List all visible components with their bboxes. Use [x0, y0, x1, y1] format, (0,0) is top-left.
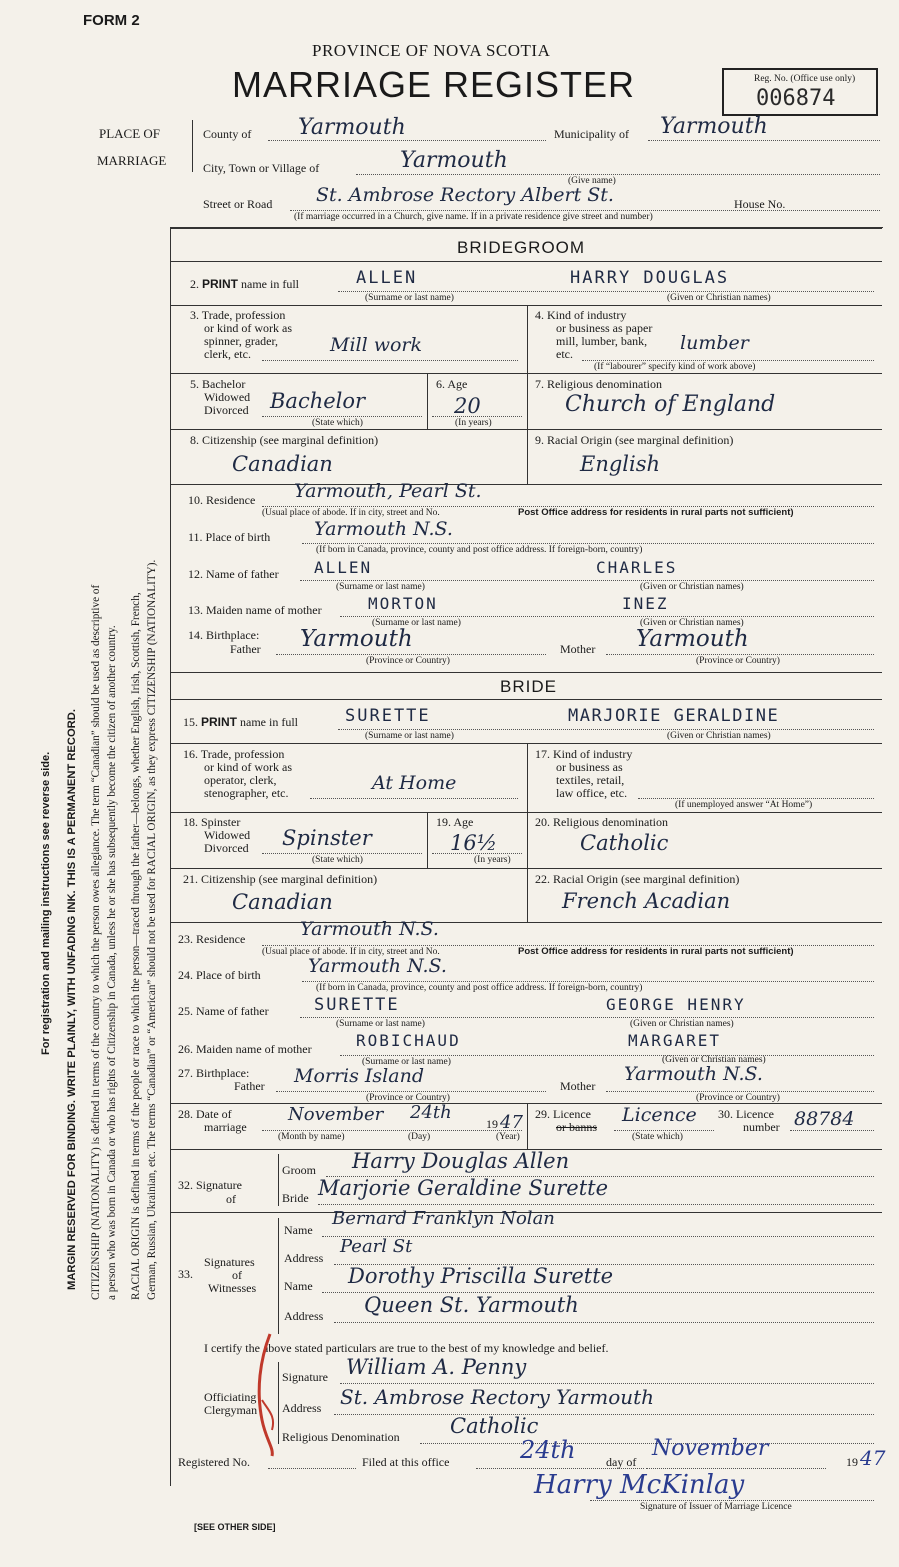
f14-father-label: Father — [230, 642, 261, 656]
f12-label: 12. Name of father — [188, 567, 279, 581]
groom-father-surname-sub: (Surname or last name) — [336, 582, 425, 592]
groom-sig-label: Groom — [282, 1163, 316, 1177]
f29-l1: 29. Licence — [535, 1107, 591, 1121]
f8-label: 8. Citizenship (see marginal definition) — [190, 433, 379, 447]
groom-citizenship: Canadian — [232, 452, 333, 476]
f18-l2: Widowed — [204, 828, 251, 842]
f28-l1: 28. Date of — [178, 1107, 232, 1121]
f18-l3: Divorced — [204, 841, 249, 855]
street-value: St. Ambrose Rectory Albert St. — [316, 184, 614, 206]
day-sub: (Day) — [408, 1132, 431, 1142]
bridegroom-heading: BRIDEGROOM — [457, 238, 586, 257]
bride-mother-surname-sub: (Surname or last name) — [362, 1057, 451, 1067]
house-no-label: House No. — [734, 197, 786, 211]
groom-birthplace: Yarmouth N.S. — [314, 518, 453, 540]
bride-in-years: (In years) — [474, 855, 511, 865]
margin-citizenship-definition: CITIZENSHIP (NATIONALITY) is defined in terms of the country to which the person owes allegiance. The term “Canadian” should be used as descriptive of — [90, 584, 102, 1300]
city-label: City, Town or Village of — [203, 161, 320, 175]
give-name-note: (Give name) — [568, 176, 616, 186]
f5-l2: Widowed — [204, 390, 251, 404]
groom-racial-origin: English — [580, 452, 661, 476]
groom-surname: ALLEN — [356, 268, 418, 288]
licence-state-which: (State which) — [632, 1132, 683, 1142]
officiating-l2: Clergyman — [204, 1403, 258, 1417]
f15-label — [183, 716, 298, 729]
bride-residence: Yarmouth N.S. — [300, 918, 439, 940]
filed-year-prefix: 19 — [846, 1455, 858, 1469]
bride-father-given-sub: (Given or Christian names) — [630, 1019, 734, 1029]
f4-l3: mill, lumber, bank, — [556, 334, 648, 348]
margin-citizenship-definition-2: a person who was born in Canada or who has rights of Citizenship in Canada, unless he or she has subsequently become the citizen of another country. — [106, 625, 118, 1300]
month-sub: (Month by name) — [278, 1132, 345, 1142]
bride-given-names: MARJORIE GERALDINE — [568, 706, 780, 726]
marriage-month: November — [288, 1104, 384, 1125]
bride-age: 16½ — [450, 831, 498, 855]
groom-industry: lumber — [680, 332, 749, 354]
f19-label: 19. Age — [436, 815, 474, 829]
f20-label: 20. Religious denomination — [535, 815, 668, 829]
bride-father-birthplace: Morris Island — [294, 1065, 424, 1087]
reg-number-label: Reg. No. (Office use only) — [754, 74, 856, 84]
marriage-year: 47 — [500, 1112, 523, 1133]
witness1-address: Pearl St — [340, 1236, 413, 1257]
bride-sig-label: Bride — [282, 1191, 309, 1205]
groom-given-names: HARRY DOUGLAS — [570, 268, 730, 288]
margin-racial-origin-definition-2: German, Russian, Ukrainian, etc. The terms “Canadian” or “American” should not be used for RACIAL ORIGIN, as they express CITIZENSHIP (NATIONALITY). — [146, 559, 158, 1300]
f11-label: 11. Place of birth — [188, 530, 271, 544]
groom-state-which: (State which) — [312, 418, 363, 428]
province-heading: PROVINCE OF NOVA SCOTIA — [312, 41, 551, 60]
groom-father-given-sub: (Given or Christian names) — [640, 582, 744, 592]
f16-l2: or kind of work as — [204, 760, 292, 774]
document-title: MARRIAGE REGISTER — [232, 64, 636, 105]
bride-heading: BRIDE — [500, 677, 557, 696]
see-other-side: [SEE OTHER SIDE] — [194, 1522, 276, 1532]
f33-l1: Signatures — [204, 1255, 255, 1269]
f22-label: 22. Racial Origin (see marginal definition) — [535, 872, 740, 886]
f33-l3: Witnesses — [208, 1281, 257, 1295]
bride-mother-birthplace: Yarmouth N.S. — [624, 1063, 763, 1085]
f13-label: 13. Maiden name of mother — [188, 603, 322, 617]
f32-l1: 32. Signature — [178, 1178, 242, 1192]
place-label-1: PLACE OF — [99, 126, 161, 141]
bride-surname-sub: (Surname or last name) — [365, 731, 454, 741]
f16-l1: 16. Trade, profession — [183, 747, 285, 761]
city-value: Yarmouth — [400, 148, 508, 173]
witness1-address-label: Address — [284, 1251, 324, 1265]
bride-mother-surname: ROBICHAUD — [356, 1031, 461, 1050]
f17-l4: law office, etc. — [556, 786, 628, 800]
bride-birth-sub: (If born in Canada, province, county and post office address. If foreign-born, country) — [316, 983, 643, 993]
form-number: FORM 2 — [83, 12, 140, 29]
year-sub: (Year) — [496, 1132, 520, 1142]
f30-l2: number — [743, 1120, 780, 1134]
groom-mother-given: INEZ — [622, 594, 669, 613]
day-of-label: day of — [606, 1455, 637, 1469]
witness2-name-label: Name — [284, 1279, 313, 1293]
bride-father-given: GEORGE HENRY — [606, 995, 746, 1014]
place-label-2: MARRIAGE — [97, 153, 167, 168]
groom-mother-given-sub: (Given or Christian names) — [640, 618, 744, 628]
bride-status: Spinster — [282, 826, 372, 850]
f3-l2: or kind of work as — [204, 321, 292, 335]
groom-res-sub1: (Usual place of abode. If in city, street and No. — [262, 508, 440, 518]
f17-l2: or business as — [556, 760, 623, 774]
margin-binding-note: MARGIN RESERVED FOR BINDING. WRITE PLAINLY, WITH UNFADING INK. THIS IS A PERMANENT RECORD. — [66, 709, 78, 1290]
f33-num: 33. — [178, 1267, 193, 1281]
groom-father-given: CHARLES — [596, 558, 678, 577]
f3-l1: 3. Trade, profession — [190, 308, 286, 322]
filed-month: November — [652, 1436, 769, 1461]
f10-label: 10. Residence — [188, 493, 256, 507]
f2-rest: name in full — [241, 277, 299, 291]
groom-surname-sub: (Surname or last name) — [365, 293, 454, 303]
f4-l2: or business as paper — [556, 321, 653, 335]
clergy-religion-label: Religious Denomination — [282, 1430, 400, 1444]
reg-number-value: 006874 — [756, 86, 836, 111]
f2-print: PRINT — [202, 277, 238, 291]
f27-label: 27. Birthplace: — [178, 1066, 250, 1080]
bride-religion: Catholic — [580, 831, 669, 855]
filed-label: Filed at this office — [362, 1455, 450, 1469]
officiating-l1: Officiating — [204, 1390, 257, 1404]
f4-sub: (If “labourer” specify kind of work above) — [594, 362, 756, 372]
groom-religion: Church of England — [565, 392, 776, 417]
f2-num: 2. — [190, 277, 199, 291]
f30-l1: 30. Licence — [718, 1107, 774, 1121]
bride-state-which: (State which) — [312, 855, 363, 865]
groom-given-sub: (Given or Christian names) — [667, 293, 771, 303]
f6-label: 6. Age — [436, 377, 468, 391]
bride-res-sub2: Post Office address for residents in rural parts not sufficient) — [518, 946, 794, 957]
groom-in-years: (In years) — [455, 418, 492, 428]
witness1-name: Bernard Franklyn Nolan — [332, 1208, 555, 1229]
f25-label: 25. Name of father — [178, 1004, 269, 1018]
margin-instructions: For registration and mailing instructions see reverse side. — [40, 751, 52, 1055]
clergy-address-label: Address — [282, 1401, 322, 1415]
bride-birthplace: Yarmouth N.S. — [308, 955, 447, 977]
f15-rest: name in full — [240, 715, 298, 729]
licence-type: Licence — [622, 1104, 697, 1126]
bride-mother-prov-sub: (Province or Country) — [696, 1093, 780, 1103]
witness2-address: Queen St. Yarmouth — [364, 1293, 579, 1317]
street-note: (If marriage occurred in a Church, give name. If in a private residence give street and number) — [294, 212, 653, 222]
clergy-address: St. Ambrose Rectory Yarmouth — [340, 1385, 655, 1409]
bride-trade: At Home — [372, 772, 457, 794]
f3-l4: clerk, etc. — [204, 347, 251, 361]
groom-birth-sub: (If born in Canada, province, county and post office address. If foreign-born, country) — [316, 545, 643, 555]
groom-mother-prov-sub: (Province or Country) — [696, 656, 780, 666]
groom-res-sub2: Post Office address for residents in rural parts not sufficient) — [518, 507, 794, 518]
filed-day: 24th — [520, 1436, 576, 1464]
bride-father-surname-sub: (Surname or last name) — [336, 1019, 425, 1029]
f15-print: PRINT — [201, 715, 237, 729]
f16-l3: operator, clerk, — [204, 773, 277, 787]
bride-res-sub1: (Usual place of abode. If in city, street and No. — [262, 947, 440, 957]
witness1-name-label: Name — [284, 1223, 313, 1237]
f27-mother-label: Mother — [560, 1079, 596, 1093]
marriage-day: 24th — [410, 1102, 452, 1123]
f26-label: 26. Maiden name of mother — [178, 1042, 312, 1056]
groom-mother-surname: MORTON — [368, 594, 438, 613]
f9-label: 9. Racial Origin (see marginal definition) — [535, 433, 734, 447]
f33-l2: of — [232, 1268, 242, 1282]
f27-father-label: Father — [234, 1079, 265, 1093]
f16-l4: stenographer, etc. — [204, 786, 289, 800]
municipality-label: Municipality of — [554, 127, 629, 141]
certify-statement: I certify the above stated particulars are true to the best of my knowledge and belief. — [204, 1341, 609, 1355]
bride-mother-given-sub: (Given or Christian names) — [662, 1055, 766, 1065]
bride-citizenship: Canadian — [232, 890, 333, 914]
groom-father-prov-sub: (Province or Country) — [366, 656, 450, 666]
groom-signature: Harry Douglas Allen — [352, 1149, 570, 1173]
bride-given-sub: (Given or Christian names) — [667, 731, 771, 741]
groom-residence: Yarmouth, Pearl St. — [294, 480, 482, 502]
f14-mother-label: Mother — [560, 642, 596, 656]
reg-number-box — [722, 68, 878, 116]
groom-mother-surname-sub: (Surname or last name) — [372, 618, 461, 628]
f3-l3: spinner, grader, — [204, 334, 279, 348]
clergy-signature: William A. Penny — [346, 1355, 527, 1379]
f17-l3: textiles, retail, — [556, 773, 625, 787]
f2-label — [190, 278, 299, 291]
f4-l1: 4. Kind of industry — [535, 308, 627, 322]
margin-racial-origin-definition: RACIAL ORIGIN is defined in terms of the people or race to which the person—traced through the father—belongs, whether English, Irish, Scottish, French, — [130, 592, 142, 1300]
f24-label: 24. Place of birth — [178, 968, 261, 982]
red-check-mark — [250, 1330, 284, 1460]
f5-l1: 5. Bachelor — [190, 377, 246, 391]
bride-father-surname: SURETTE — [314, 995, 400, 1015]
f14-label: 14. Birthplace: — [188, 628, 260, 642]
groom-father-surname: ALLEN — [314, 558, 373, 577]
county-label: County of — [203, 127, 252, 141]
bride-mother-given: MARGARET — [628, 1031, 722, 1050]
f17-sub: (If unemployed answer “At Home”) — [675, 800, 813, 810]
county-value: Yarmouth — [298, 115, 406, 140]
f29-l2: or banns — [556, 1120, 597, 1134]
f23-label: 23. Residence — [178, 932, 246, 946]
f32-l2: of — [226, 1192, 236, 1206]
street-label: Street or Road — [203, 197, 273, 211]
licence-number: 88784 — [794, 1108, 855, 1130]
marriage-year-prefix: 19 — [486, 1117, 498, 1131]
f21-label: 21. Citizenship (see marginal definition) — [183, 872, 378, 886]
f17-l1: 17. Kind of industry — [535, 747, 633, 761]
witness2-address-label: Address — [284, 1309, 324, 1323]
filed-year: 47 — [860, 1446, 886, 1470]
clergy-religion: Catholic — [450, 1414, 539, 1438]
f15-num: 15. — [183, 715, 198, 729]
issuer-label: Signature of Issuer of Marriage Licence — [640, 1502, 792, 1512]
bride-surname: SURETTE — [345, 706, 431, 726]
municipality-value: Yarmouth — [660, 114, 768, 139]
bride-father-prov-sub: (Province or Country) — [366, 1093, 450, 1103]
f5-l3: Divorced — [204, 403, 249, 417]
witness2-name: Dorothy Priscilla Surette — [348, 1264, 614, 1288]
bride-signature: Marjorie Geraldine Surette — [318, 1176, 609, 1200]
f18-l1: 18. Spinster — [183, 815, 241, 829]
issuer-signature: Harry McKinlay — [534, 1470, 745, 1500]
groom-status: Bachelor — [270, 389, 366, 413]
groom-mother-birthplace: Yarmouth — [636, 626, 749, 652]
registered-no-label: Registered No. — [178, 1455, 250, 1469]
groom-trade: Mill work — [330, 334, 423, 356]
f4-l4: etc. — [556, 347, 573, 361]
groom-age: 20 — [454, 394, 481, 418]
bride-racial-origin: French Acadian — [562, 889, 731, 913]
groom-father-birthplace: Yarmouth — [300, 626, 413, 652]
clergy-sig-label: Signature — [282, 1370, 328, 1384]
f28-l2: marriage — [204, 1120, 247, 1134]
f7-label: 7. Religious denomination — [535, 377, 662, 391]
